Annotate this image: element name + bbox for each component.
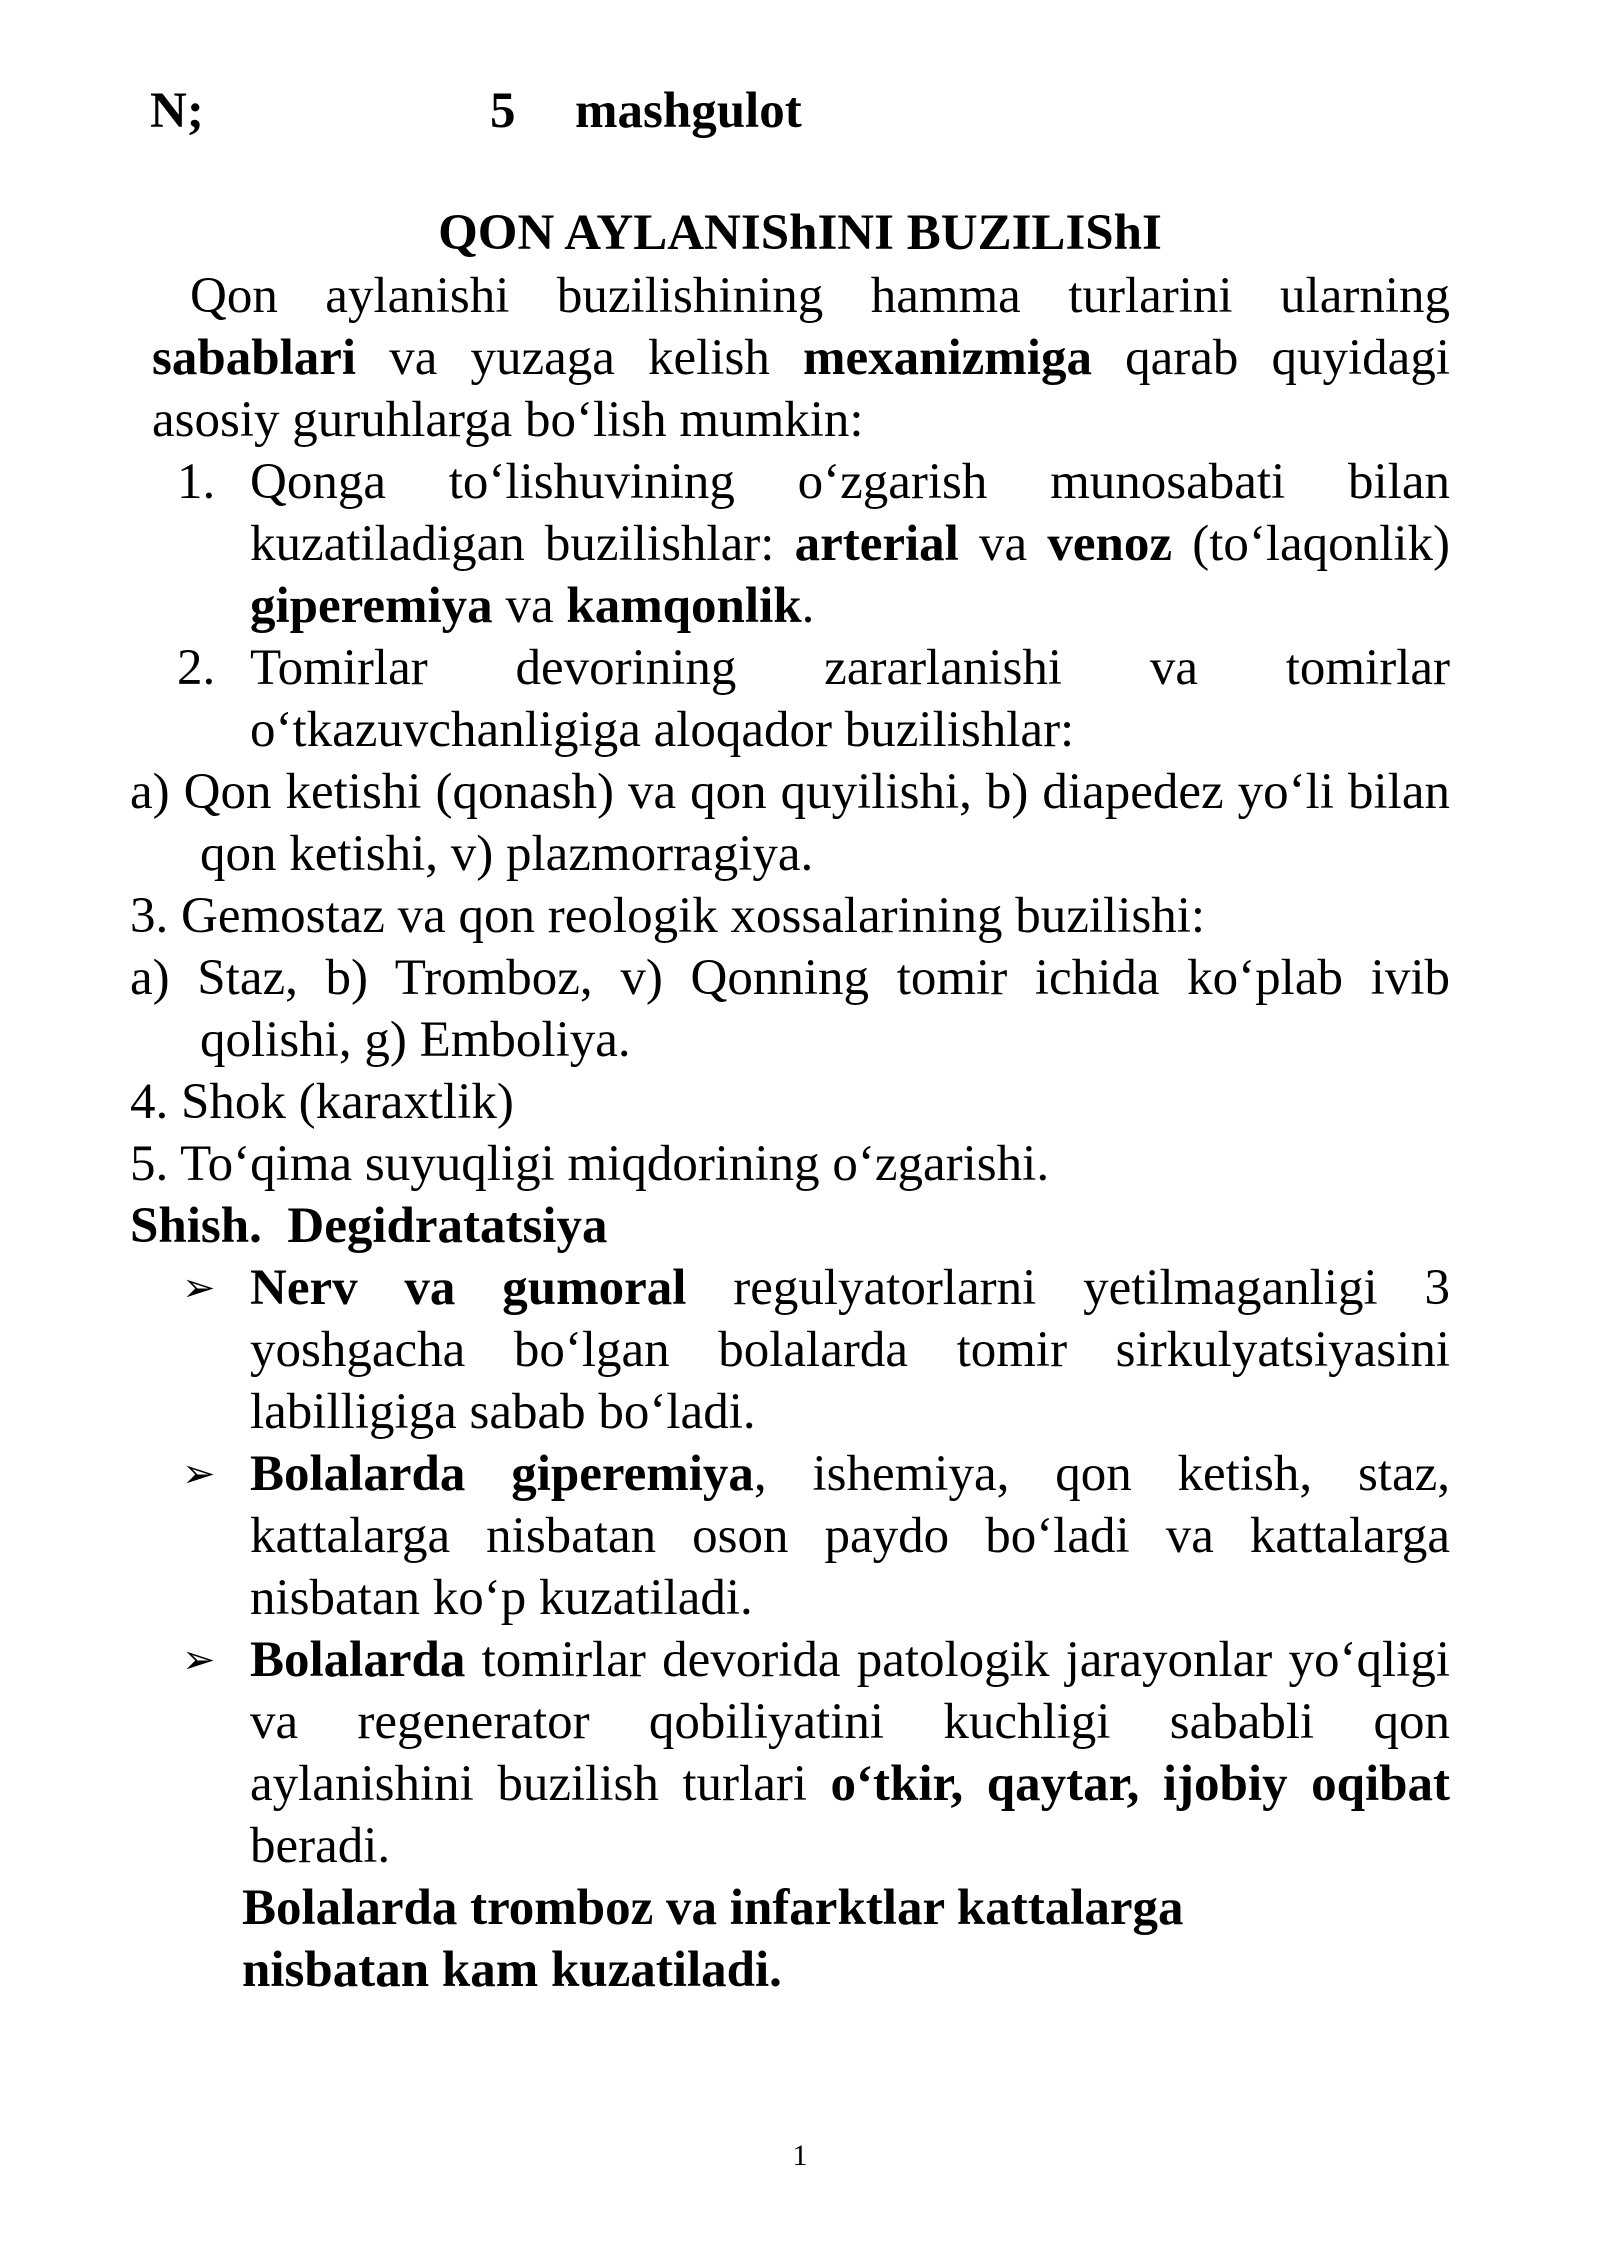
closing-statement xyxy=(242,1877,1442,2001)
list-item-5: 5. To‘qima suyuqligi miqdorining o‘zgarishi. xyxy=(130,1136,1050,1192)
list-marker-1: 1. xyxy=(177,454,216,510)
arrow-bullet-icon: ➢ xyxy=(182,1265,216,1311)
arrow-bullet-icon: ➢ xyxy=(182,1637,216,1683)
list-item-3: 3. Gemostaz va qon reologik xossalarining buzilishi: xyxy=(130,888,1206,944)
list-item-1 xyxy=(177,451,1450,637)
bullet-item-2-text: Bolalarda giperemiya, ishemiya, qon ketish, staz, kattalarga nisbatan oson paydo bo‘ladi va kattalarga nisbatan ko‘p kuzatiladi. xyxy=(250,1446,1450,1626)
lesson-number: 5 xyxy=(490,83,516,139)
bullet-item-3-text: Bolalarda tomirlar devorida patologik jarayonlar yo‘qligi va regenerator qobiliyatini kuchligi sababli qon aylanishini buzilish turlari o‘tkir, qaytar, ijobiy oqibat beradi. xyxy=(250,1632,1451,1874)
list-item-2 xyxy=(177,637,1450,761)
page-number: 1 xyxy=(792,2139,808,2172)
bullet-item-3 xyxy=(182,1629,1450,1877)
list-item-3-sub: a) Staz, b) Tromboz, v) Qonning tomir ichida ko‘plab ivib qolishi, g) Emboliya. xyxy=(130,950,1450,1068)
header-marker: N; xyxy=(150,83,204,139)
page-title: QON AYLANIShINI BUZILIShI xyxy=(438,205,1162,261)
list-item-2-text: Tomirlar devorining zararlanishi va tomirlar o‘tkazuvchanligiga aloqador buzilishlar: xyxy=(250,640,1450,758)
closing-line-1: Bolalarda tromboz va infarktlar kattalarga xyxy=(242,1880,1184,1936)
bullet-item-1 xyxy=(182,1257,1450,1443)
emphasis-mexanizmiga: mexanizmiga xyxy=(803,330,1092,386)
closing-line-2: nisbatan kam kuzatiladi. xyxy=(242,1942,782,1998)
intro-paragraph: Qon aylanishi buzilishining hamma turlarini ularning sabablari va yuzaga kelish mexanizmiga qarab quyidagi asosiy guruhlarga bo‘lish mumkin: xyxy=(152,268,1450,448)
emphasis-sabablari: sabablari xyxy=(152,330,357,386)
list-item-4: 4. Shok (karaxtlik) xyxy=(130,1074,514,1130)
bullet-item-1-text: Nerv va gumoral regulyatorlarni yetilmaganligi 3 yoshgacha bo‘lgan bolalarda tomir sirkulyatsiyasini labilligiga sabab bo‘ladi. xyxy=(250,1260,1450,1440)
arrow-bullet-icon: ➢ xyxy=(182,1451,216,1497)
section-subheading: Shish. Degidratatsiya xyxy=(130,1198,608,1254)
list-item-2-sub: a) Qon ketishi (qonash) va qon quyilishi, b) diapedez yo‘li bilan qon ketishi, v) plazmorragiya. xyxy=(130,764,1450,882)
lesson-word: mashgulot xyxy=(575,83,802,139)
bullet-item-2 xyxy=(182,1443,1450,1629)
list-item-1-text: Qonga to‘lishuvining o‘zgarish munosabati bilan kuzatiladigan buzilishlar: arterial va venoz (to‘laqonlik) giperemiya va kamqonlik. xyxy=(250,454,1451,634)
list-marker-2: 2. xyxy=(177,640,216,696)
